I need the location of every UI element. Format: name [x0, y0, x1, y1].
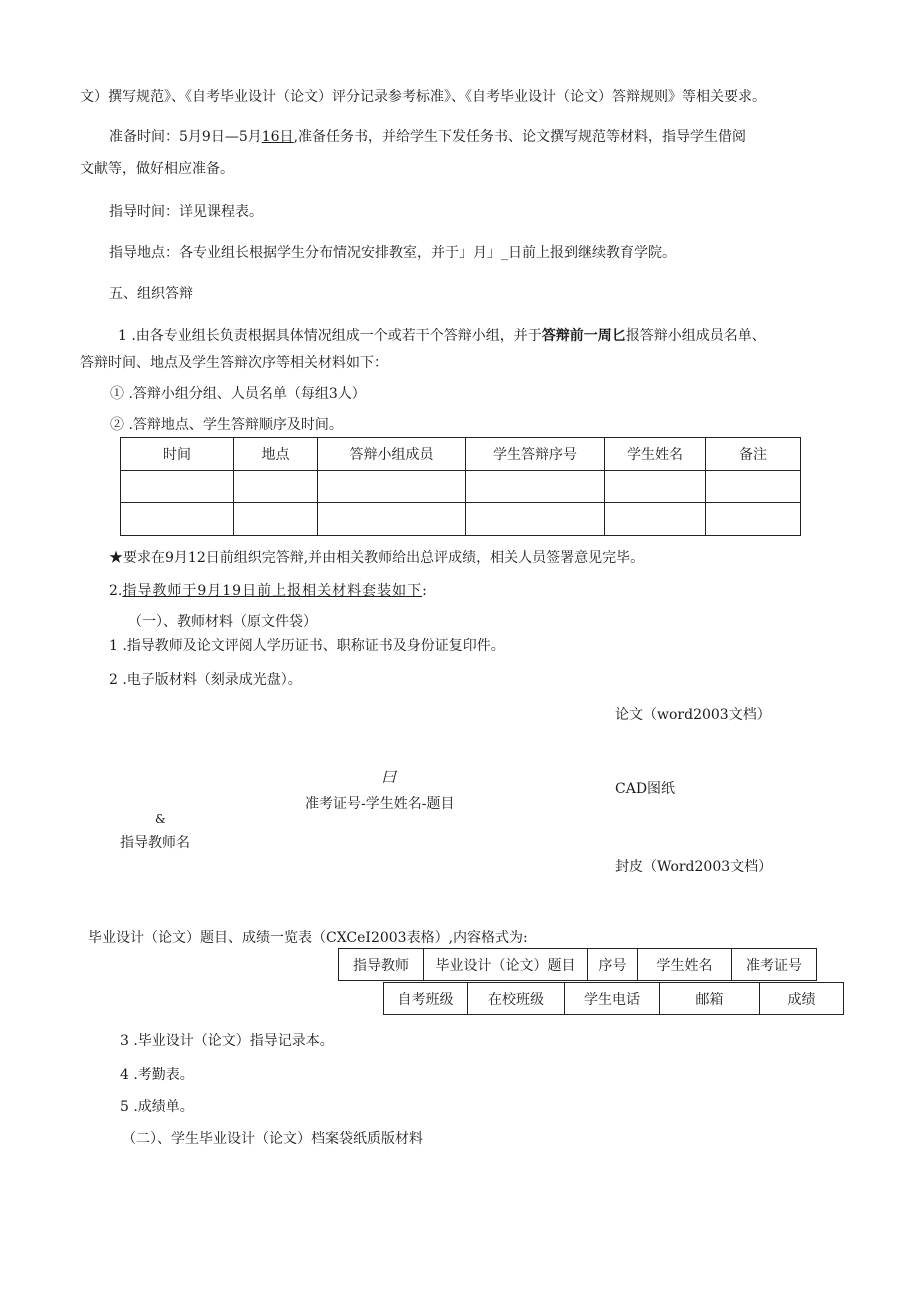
- format-cell: 学生电话: [565, 982, 660, 1015]
- section-5-title: 五、组织答辩: [109, 286, 193, 302]
- prep-time-line2: 文献等，做好相应准备。: [80, 161, 234, 177]
- table-header: 备注: [706, 438, 801, 471]
- prep-time-b: ,准备任务书，并给学生下发任务书、论文撰写规范等材料，指导学生借阅: [293, 129, 747, 145]
- table-cell: [605, 471, 706, 503]
- diagram-folder-name: 准考证号-学生姓名-题目: [305, 796, 455, 812]
- student-materials-title: （二）、学生毕业设计（论文）档案袋纸质版材料: [122, 1131, 423, 1147]
- table-cell: [466, 471, 605, 503]
- teacher-material-2: 2 .电子版材料（刻录成光盘）。: [109, 672, 302, 688]
- sub-item-1: ① .答辩小组分组、人员名单（每组3人）: [110, 386, 366, 402]
- format-cell: 序号: [588, 948, 638, 981]
- folder-icon: 曰: [381, 768, 397, 786]
- prep-time-date: 16日: [261, 129, 294, 145]
- format-cell: 指导教师: [338, 948, 424, 981]
- table-header: 学生答辩序号: [466, 438, 605, 471]
- intro-line: 文）撰写规范》、《自考毕业设计（论文）评分记录参考标准》、《自考毕业设计（论文）答辩规则》等相关要求。: [80, 89, 766, 105]
- format-row-1: [338, 948, 817, 981]
- item1-a: 1 .由各专业组长负责根据具体情况组成一个或若干个答辩小组，并于: [118, 328, 542, 344]
- sub-item-2: ② .答辩地点、学生答辩顺序及时间。: [110, 417, 343, 433]
- format-cell: 成绩: [760, 982, 844, 1015]
- table-cell: [466, 503, 605, 536]
- table-header: 答辩小组成员: [318, 438, 466, 471]
- table-header-row: [121, 438, 801, 471]
- item1-b: 答辩前一周匕: [541, 328, 626, 344]
- format-cell: 自考班级: [383, 982, 468, 1015]
- diagram-amp: &: [155, 812, 166, 826]
- table-cell: [234, 503, 318, 536]
- format-cell: 准考证号: [732, 948, 817, 981]
- diagram-item-cover: 封皮（Word2003文档）: [615, 859, 773, 875]
- table-cell: [121, 471, 234, 503]
- diagram-item-thesis: 论文（word2003文档）: [615, 707, 771, 723]
- table-cell: [706, 503, 801, 536]
- table-cell: [234, 471, 318, 503]
- teacher-materials-title: （一）、教师材料（原文件袋）: [128, 614, 317, 630]
- prep-time-a: 准备时间：5月9日—5月: [109, 129, 262, 145]
- table-cell: [318, 503, 466, 536]
- diagram-teacher-name: 指导教师名: [120, 835, 190, 851]
- table-cell: [121, 503, 234, 536]
- teacher-material-1: 1 .指导教师及论文评阅人学历证书、职称证书及身份证复印件。: [109, 638, 505, 654]
- prep-time-line1: [109, 128, 746, 146]
- star-note: ★要求在9月12日前组织完答辩,并由相关教师给出总评成绩，相关人员签署意见完毕。: [109, 550, 645, 566]
- item1-c: 报答辩小组成员名单、: [625, 328, 766, 344]
- guide-time: 指导时间：详见课程表。: [109, 204, 263, 220]
- item1-line1: [118, 327, 766, 345]
- table-cell: [706, 471, 801, 503]
- format-cell: 毕业设计（论文）题目: [424, 948, 588, 981]
- table-row: [121, 503, 801, 536]
- table-header: 时间: [121, 438, 234, 471]
- table-cell: [318, 471, 466, 503]
- teacher-material-4: 4 .考勤表。: [120, 1067, 194, 1083]
- teacher-material-5: 5 .成绩单。: [120, 1099, 194, 1115]
- table-header: 地点: [234, 438, 318, 471]
- table-row: [121, 471, 801, 503]
- guide-place: 指导地点：各专业组长根据学生分布情况安排教室，并于」月」_日前上报到继续教育学院。: [109, 245, 676, 261]
- item1-line2: 答辩时间、地点及学生答辩次序等相关材料如下：: [80, 355, 388, 371]
- format-cell: 邮箱: [660, 982, 760, 1015]
- item2-underlined: 指导教师于9月19日前上报相关材料套装如下: [122, 583, 423, 599]
- item2-prefix: 2.: [109, 583, 123, 599]
- format-cell: 学生姓名: [638, 948, 732, 981]
- item2-suffix: :: [422, 583, 427, 599]
- format-row-2: [383, 982, 844, 1015]
- table-header: 学生姓名: [605, 438, 706, 471]
- format-cell: 在校班级: [468, 982, 565, 1015]
- excel-format-line: 毕业设计（论文）题目、成绩一览表（CXCeI2003表格）,内容格式为:: [88, 930, 528, 946]
- diagram-item-cad: CAD图纸: [615, 781, 676, 797]
- table-cell: [605, 503, 706, 536]
- teacher-material-3: 3 .毕业设计（论文）指导记录本。: [120, 1033, 334, 1049]
- defense-table: [120, 437, 801, 536]
- item2-line: [109, 582, 427, 600]
